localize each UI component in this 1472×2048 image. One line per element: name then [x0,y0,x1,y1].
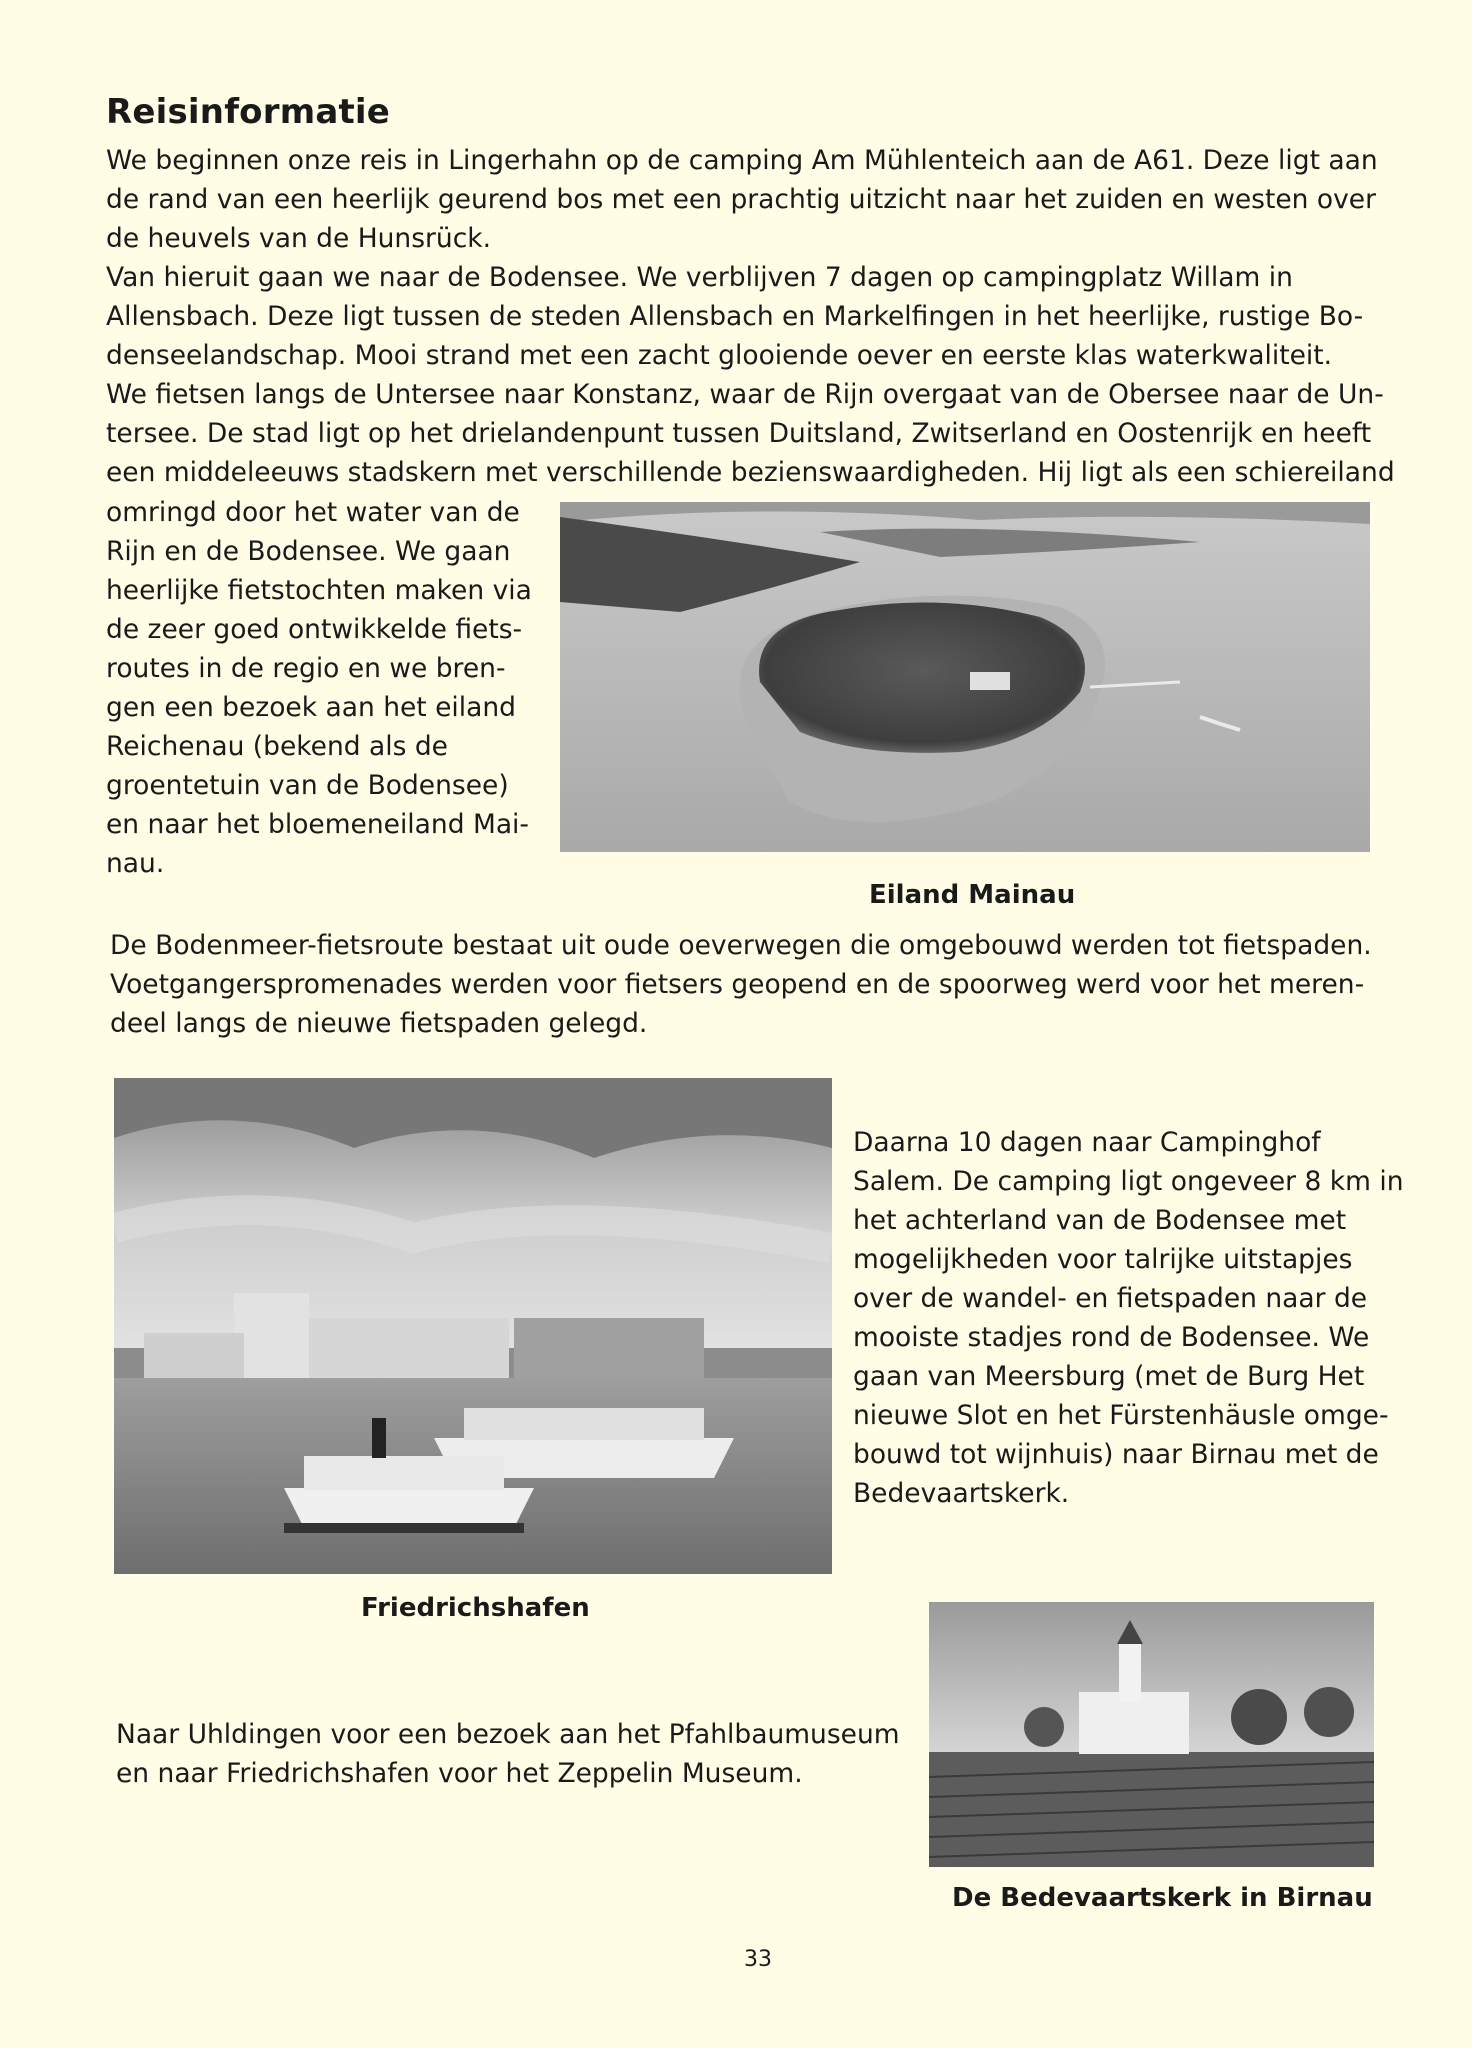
text-line: gaan van Meersburg (met de Burg Het [853,1361,1365,1392]
text-line: groentetuin van de Bodensee) [106,770,509,801]
text-line: en naar het bloemeneiland Mai- [106,809,529,840]
harbor-ship-image [114,1078,832,1574]
text-line: over de wandel- en fietspaden naar de [853,1283,1368,1314]
page-heading: Reisinformatie [106,92,391,132]
text-line: Van hieruit gaan we naar de Bodensee. We verblijven 7 dagen op campingplatz Willam in [106,262,1293,293]
birnau-caption: De Bedevaartskerk in Birnau [952,1883,1373,1913]
text-line: een middeleeuws stadskern met verschillende bezienswaardigheden. Hij ligt als een schiereiland [106,457,1395,488]
text-line: de zeer goed ontwikkelde fiets- [106,614,523,645]
text-line: tersee. De stad ligt op het drielandenpunt tussen Duitsland, Zwitserland en Oostenrijk en heeft [106,418,1372,449]
text-line: mogelijkheden voor talrijke uitstapjes [853,1244,1353,1275]
mainau-caption: Eiland Mainau [869,880,1076,910]
text-line: We fietsen langs de Untersee naar Konstanz, waar de Rijn overgaat van de Obersee naar de Un- [106,379,1384,410]
church-vineyard-image [929,1602,1374,1867]
text-line: gen een bezoek aan het eiland [106,692,516,723]
text-line: de rand van een heerlijk geurend bos met een prachtig uitzicht naar het zuiden en westen over [106,184,1376,215]
text-line: bouwd tot wijnhuis) naar Birnau met de [853,1439,1379,1470]
side-paragraph [106,493,532,883]
text-line: nau. [106,848,165,879]
text-line: Salem. De camping ligt ongeveer 8 km in [853,1166,1404,1197]
text-line: mooiste stadjes rond de Bodensee. We [853,1322,1370,1353]
text-line: Rijn en de Bodensee. We gaan [106,536,511,567]
intro-paragraph [106,141,1395,492]
text-line: Voetgangerspromenades werden voor fietsers geopend en de spoorweg werd voor het meren- [110,969,1365,1000]
text-line: de heuvels van de Hunsrück. [106,223,492,254]
friedrichshafen-photo [114,1078,832,1574]
uhldingen-paragraph [116,1715,900,1793]
text-line: nieuwe Slot en het Fürstenhäusle omge- [853,1400,1389,1431]
birnau-church-photo [929,1602,1374,1867]
text-line: deel langs de nieuwe fietspaden gelegd. [110,1008,648,1039]
text-line: Bedevaartskerk. [853,1478,1070,1509]
route-paragraph [110,926,1372,1043]
text-line: heerlijke fietstochten maken via [106,575,532,606]
text-line: Naar Uhldingen voor een bezoek aan het Pfahlbaumuseum [116,1719,900,1750]
text-line: Daarna 10 dagen naar Campinghof [853,1127,1321,1158]
text-line: We beginnen onze reis in Lingerhahn op de camping Am Mühlenteich aan de A61. Deze ligt aan [106,145,1378,176]
text-line: Reichenau (bekend als de [106,731,448,762]
friedrichshafen-caption: Friedrichshafen [361,1593,590,1623]
text-line: denseelandschap. Mooi strand met een zacht glooiende oever en eerste klas waterkwaliteit. [106,340,1333,371]
salem-paragraph [853,1123,1404,1513]
page-number: 33 [744,1947,772,1972]
text-line: De Bodenmeer-fietsroute bestaat uit oude oeverwegen die omgebouwd werden tot fietspaden. [110,930,1372,961]
mainau-aerial-image [560,502,1370,852]
text-line: omringd door het water van de [106,497,520,528]
text-line: Allensbach. Deze ligt tussen de steden Allensbach en Markelfingen in het heerlijke, rustige Bo- [106,301,1364,332]
text-line: routes in de regio en we bren- [106,653,506,684]
mainau-island-photo [560,502,1370,852]
text-line: het achterland van de Bodensee met [853,1205,1347,1236]
text-line: en naar Friedrichshafen voor het Zeppelin Museum. [116,1758,803,1789]
